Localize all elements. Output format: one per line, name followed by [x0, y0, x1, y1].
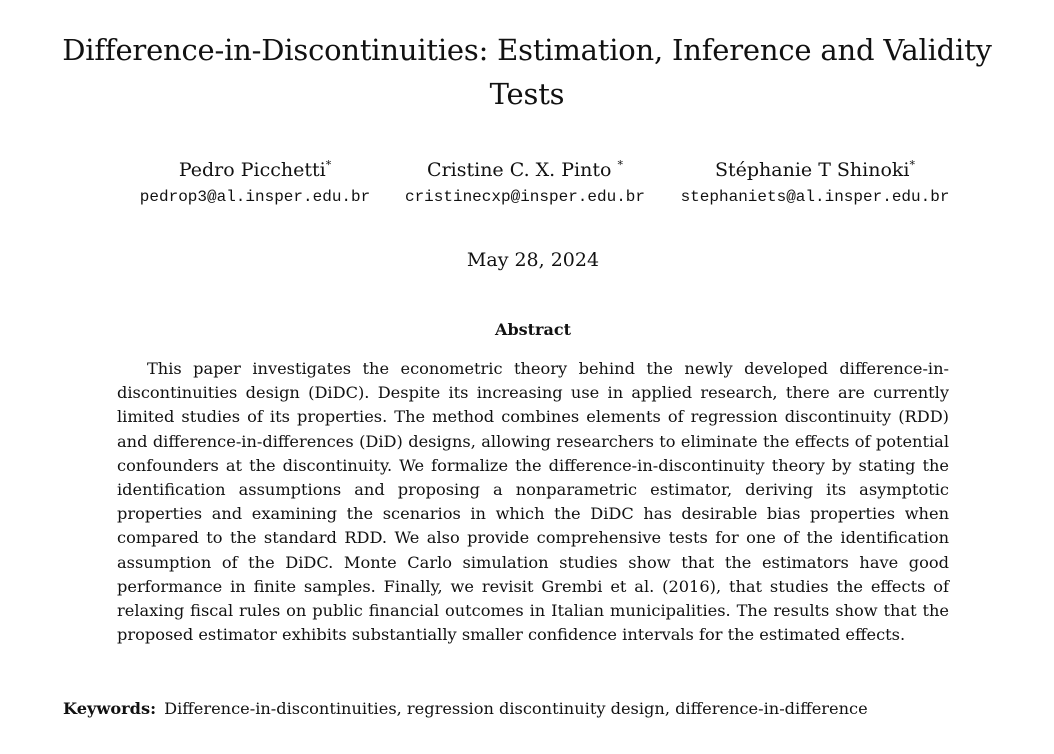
keywords-line: [63, 697, 1023, 721]
author-3-email: stephaniets@al.insper.edu.br: [680, 188, 950, 206]
author-1-footnote-mark: *: [325, 158, 332, 172]
author-1: [120, 156, 390, 210]
paper-title: Difference-in-Discontinuities: Estimation, Inference and Validity Tests: [62, 33, 992, 111]
author-2-footnote-mark: *: [617, 158, 623, 172]
author-3-footnote-mark: *: [909, 158, 916, 172]
author-1-name: Pedro Picchetti: [178, 159, 326, 181]
abstract-text: This paper investigates the econometric theory behind the newly developed difference-in-discontinuities design (DiDC). Despite its increasing use in applied research, there are currently limited studies of its properties. The method combines elements of regression discontinuity (RDD) and difference-in-differences (DiD) designs, allowing researchers to eliminate the effects of potential confounders at the discontinuity. We formalize the difference-in-discontinuity theory by stating the identification assumptions and proposing a nonparametric estimator, deriving its asymptotic properties and examining the scenarios in which the DiDC has desirable bias properties when compared to the standard RDD. We also provide comprehensive tests for one of the identification assumption of the DiDC. Monte Carlo simulation studies show that the estimators have good performance in finite samples. Finally, we revisit Grembi et al. (2016), that studies the effects of relaxing fiscal rules on public financial outcomes in Italian municipalities. The results show that the proposed estimator exhibits substantially smaller confidence intervals for the estimated effects.: [117, 359, 949, 645]
keywords-list: Difference-in-discontinuities, regression discontinuity design, difference-in-difference: [164, 699, 868, 718]
author-3-name-line: [680, 156, 950, 184]
author-3: [680, 156, 950, 210]
author-2: [400, 156, 650, 210]
keywords-label: Keywords:: [63, 699, 157, 718]
author-1-email: pedrop3@al.insper.edu.br: [139, 188, 371, 206]
author-block: [100, 156, 960, 216]
author-2-name: Cristine C. X. Pinto: [427, 159, 618, 181]
paper-date: May 28, 2024: [466, 249, 600, 271]
author-2-email: cristinecxp@insper.edu.br: [404, 188, 646, 206]
abstract-heading: Abstract: [495, 320, 571, 339]
author-3-name: Stéphanie T Shinoki: [714, 159, 910, 181]
author-2-name-line: [400, 156, 650, 184]
author-1-name-line: [120, 156, 390, 184]
